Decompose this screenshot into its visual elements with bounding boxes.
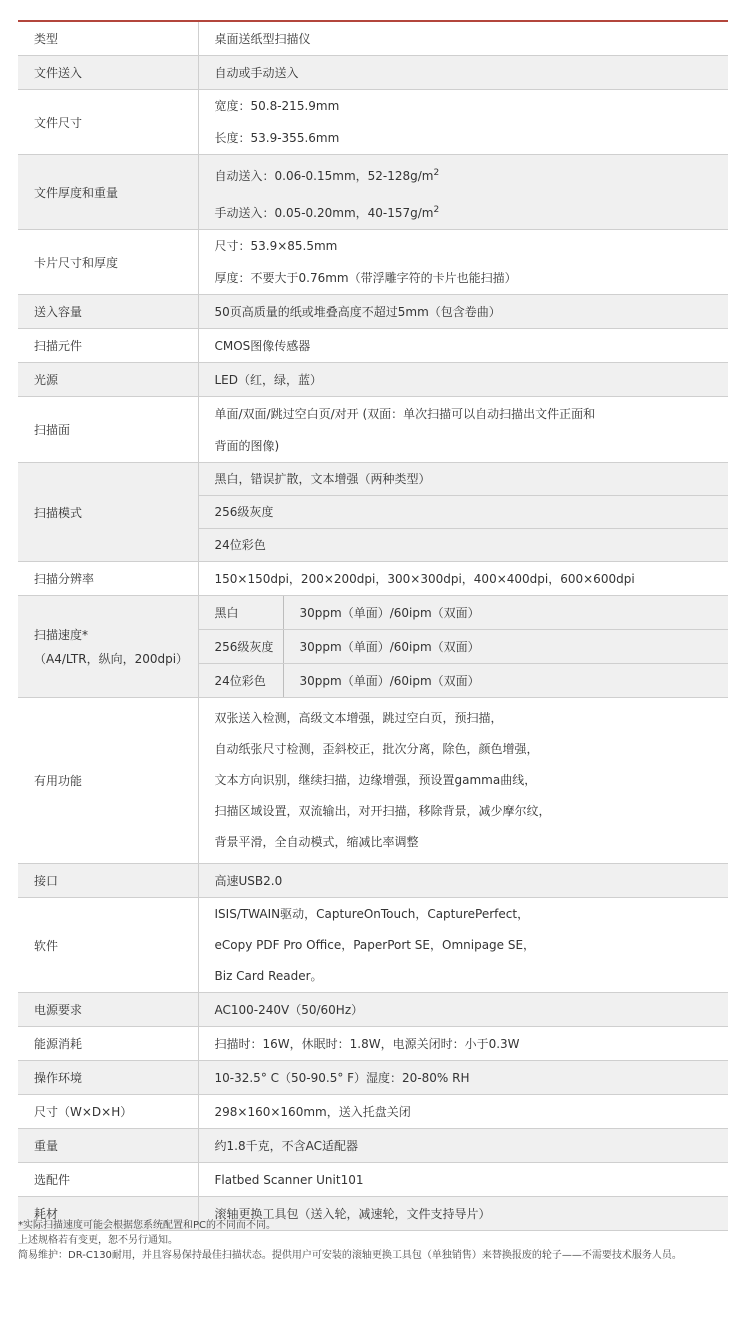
value-line: 长度：53.9-355.6mm [214,131,340,145]
speed-value: 30ppm（单面）/60ipm（双面） [283,664,728,698]
value-line: 自动纸张尺寸检测，歪斜校正，批次分离，除色，颜色增强， [214,742,539,756]
row-value: 50页高质量的纸或堆叠高度不超过5mm（包含卷曲） [198,295,728,329]
row-value [198,155,728,230]
row-label: 能源消耗 [18,1027,198,1061]
row-mode [18,463,728,562]
row-options [18,1163,728,1197]
row-label: 接口 [18,864,198,898]
row-environment [18,1061,728,1095]
row-sensor [18,329,728,363]
row-label [18,596,198,698]
footnote-maintenance: 简易维护：DR-C130耐用，并且容易保持最佳扫描状态。提供用户可安装的滚轴更换工具包（单独销售）来替换报废的轮子——不需要技术服务人员。 [18,1250,682,1261]
row-feed [18,56,728,90]
value-line: 扫描区域设置，双流输出，对开扫描，移除背景，减少摩尔纹， [214,804,551,818]
row-label: 重量 [18,1129,198,1163]
row-dimensions [18,1095,728,1129]
row-weight [18,1129,728,1163]
value-line: ISIS/TWAIN驱动，CaptureOnTouch，CapturePerfect， [214,906,530,921]
row-speed [18,596,728,630]
speed-condition: （A4/LTR，纵向，200dpi） [34,651,189,666]
value-line: 宽度：50.8-215.9mm [214,99,340,113]
row-value [198,463,728,562]
row-doc-size [18,90,728,155]
superscript: 2 [433,205,440,215]
row-value: Flatbed Scanner Unit101 [198,1163,728,1197]
value-line: 24位彩色 [214,538,266,552]
row-value: 150×150dpi，200×200dpi，300×300dpi，400×400dpi，600×600dpi [198,562,728,596]
row-value [198,230,728,295]
row-value: 298×160×160mm，送入托盘关闭 [198,1095,728,1129]
row-value: AC100-240V（50/60Hz） [198,993,728,1027]
speed-value: 30ppm（单面）/60ipm（双面） [283,596,728,630]
row-label: 扫描模式 [18,463,198,562]
value-line: 256级灰度 [199,496,729,529]
row-power [18,993,728,1027]
superscript: 2 [433,168,440,178]
value-line: 双张送入检测，高级文本增强，跳过空白页，预扫描， [214,711,503,725]
row-label: 软件 [18,898,198,993]
row-label: 扫描面 [18,397,198,463]
speed-mode-label: 256级灰度 [198,630,283,664]
row-label: 扫描元件 [18,329,198,363]
speed-mode-label: 24位彩色 [198,664,283,698]
row-label: 选配件 [18,1163,198,1197]
speed-label: 扫描速度* [34,627,89,642]
speed-mode-label: 黑白 [198,596,283,630]
value-line: 黑白，错误扩散，文本增强（两种类型） [199,463,729,496]
row-value: 10-32.5° C（50-90.5° F）湿度：20-80% RH [198,1061,728,1095]
row-value [198,90,728,155]
row-label: 文件厚度和重量 [18,155,198,230]
value-line: 单面/双面/跳过空白页/对开 (双面：单次扫描可以自动扫描出文件正面和 [214,406,596,421]
footnote-speed: *实际扫描速度可能会根据您系统配置和PC的不同而不同。 [18,1220,277,1231]
footnotes [18,1218,730,1263]
row-value: 滚轴更换工具包（送入轮，减速轮，文件支持导片） [198,1197,728,1231]
value-line [215,194,729,229]
row-value [198,397,728,463]
spec-table [18,20,728,1231]
row-side [18,397,728,463]
row-software [18,898,728,993]
row-value: CMOS图像传感器 [198,329,728,363]
value-line: 背面的图像) [214,438,280,453]
row-label: 电源要求 [18,993,198,1027]
row-value: 高速USB2.0 [198,864,728,898]
row-value: 桌面送纸型扫描仪 [198,21,728,56]
value-text: 手动送入：0.05-0.20mm，40-157g/m [214,206,434,220]
row-interface [18,864,728,898]
row-label: 尺寸（W×D×H） [18,1095,198,1129]
row-label: 类型 [18,21,198,56]
value-line: Biz Card Reader。 [214,968,323,983]
value-line: 文本方向识别，继续扫描，边缘增强，预设置gamma曲线， [214,773,537,787]
speed-value: 30ppm（单面）/60ipm（双面） [283,630,728,664]
row-label: 送入容量 [18,295,198,329]
row-label: 操作环境 [18,1061,198,1095]
value-line: 厚度：不要大于0.76mm（带浮雕字符的卡片也能扫描） [214,271,517,285]
row-capacity [18,295,728,329]
row-light [18,363,728,397]
row-type [18,21,728,56]
row-value: 自动或手动送入 [198,56,728,90]
row-value: 扫描时：16W，休眠时：1.8W，电源关闭时：小于0.3W [198,1027,728,1061]
row-label: 文件送入 [18,56,198,90]
row-label: 文件尺寸 [18,90,198,155]
row-doc-weight [18,155,728,230]
row-label: 扫描分辨率 [18,562,198,596]
row-label: 光源 [18,363,198,397]
value-text: 自动送入：0.06-0.15mm，52-128g/m [214,169,434,183]
row-consumption [18,1027,728,1061]
value-line [215,155,729,194]
value-line: 背景平滑，全自动模式，缩减比率调整 [214,835,419,849]
row-value [198,698,728,864]
row-value [198,898,728,993]
row-resolution [18,562,728,596]
row-card [18,230,728,295]
row-label: 卡片尺寸和厚度 [18,230,198,295]
value-line: 尺寸：53.9×85.5mm [214,239,338,253]
row-value: 约1.8千克，不含AC适配器 [198,1129,728,1163]
footnote-change-notice: 上述规格若有变更，恕不另行通知。 [18,1235,178,1246]
row-label: 耗材 [18,1197,198,1231]
row-value: LED（红，绿，蓝） [198,363,728,397]
row-label: 有用功能 [18,698,198,864]
row-features [18,698,728,864]
value-line: eCopy PDF Pro Office，PaperPort SE，Omnipage SE， [214,937,536,952]
